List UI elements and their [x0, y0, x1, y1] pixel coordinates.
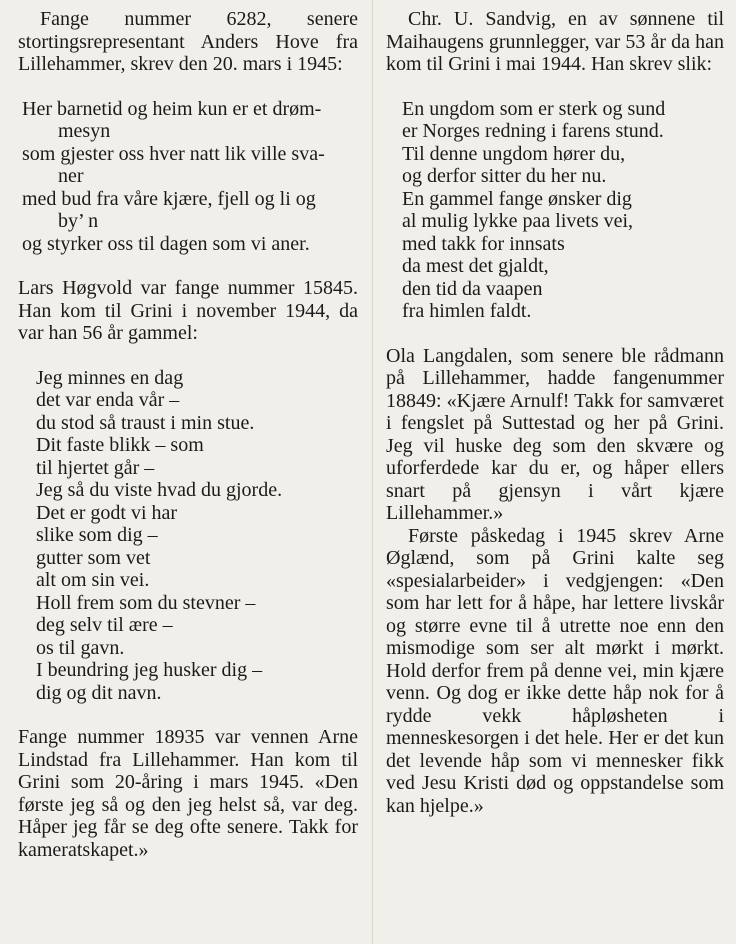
- poem-line: os til gavn.: [36, 636, 125, 659]
- column-divider: [372, 0, 373, 944]
- poem-hove: [22, 98, 358, 256]
- poem-line: alt om sin vei.: [36, 569, 150, 591]
- poem-line: og derfor sitter du her nu.: [402, 165, 607, 187]
- paragraph-oglaend: Første påskedag i 1945 skrev Arne Øglænd, som på Grini kalte seg «spesialarbeider» i vedgjengen: «Den som har lett for å håpe, har lettere livskår og større evne til å utrette noe enn den mismodige som ser alt mørkt i mørkt. Hold derfor frem på denne vei, min kjære venn. Og dog er ikke dette håp nok for å rydde vekk håpløsheten i menneskesorgen i det hele. Her er det kun det levende håp som vi mennesker fikk ved Jesu Kristi død og oppstandelse som kan hjelpe.»: [386, 524, 724, 817]
- poem-line: Jeg minnes en dag: [36, 366, 184, 389]
- poem-line: ner: [58, 165, 84, 187]
- poem-line: og styrker oss til dagen som vi aner.: [22, 232, 310, 255]
- poem-line: Her barnetid og heim kun er et drøm-: [22, 97, 322, 120]
- poem-line: I beundring jeg husker dig –: [36, 659, 263, 681]
- left-column: [18, 8, 358, 861]
- poem-line: dig og dit navn.: [36, 681, 162, 704]
- paragraph-langdalen: Ola Langdalen, som senere ble rådmann på Lillehammer, hadde fangenummer 18849: «Kjære Arnulf! Takk for samværet i fengslet på Suttestad og her på Grini. Jeg vil huske deg som den skvære og uforferdede kar du er, og håper ellers snart på gjensyn i vårt kjære Lillehammer.»: [386, 344, 724, 524]
- poem-line: En ungdom som er sterk og sund: [402, 97, 666, 120]
- poem-line: Det er godt vi har: [36, 501, 178, 524]
- poem-line: gutter som vet: [36, 546, 151, 569]
- poem-line: du stod så traust i min stue.: [36, 411, 255, 434]
- poem-line: al mulig lykke paa livets vei,: [402, 210, 634, 232]
- poem-line: det var enda vår –: [36, 389, 180, 411]
- poem-line: mesyn: [58, 120, 111, 142]
- paragraph-lindstad: Fange nummer 18935 var vennen Arne Lindstad fra Lillehammer. Han kom til Grini som 20-åring i mars 1945. «Den første jeg så og den jeg helst så, var deg. Håper jeg får se deg ofte senere. Takk for kameratskapet.»: [18, 726, 358, 861]
- poem-line: En gammel fange ønsker dig: [402, 187, 632, 210]
- poem-line: Holl frem som du stevner –: [36, 591, 256, 614]
- paragraph-sandvig: Chr. U. Sandvig, en av sønnene til Maihaugens grunnlegger, var 53 år da han kom til Grini i mai 1944. Han skrev slik:: [386, 8, 724, 75]
- poem-line: by’ n: [58, 210, 99, 232]
- poem-line: Dit faste blikk – som: [36, 434, 204, 456]
- poem-line: da mest det gjaldt,: [402, 255, 549, 277]
- poem-line: fra himlen faldt.: [402, 300, 532, 322]
- poem-line: den tid da vaapen: [402, 277, 543, 300]
- poem-line: er Norges redning i farens stund.: [402, 120, 664, 142]
- poem-line: slike som dig –: [36, 524, 158, 546]
- poem-line: med bud fra våre kjære, fjell og li og: [22, 187, 316, 210]
- poem-line: deg selv til ære –: [36, 614, 173, 636]
- poem-line: til hjertet går –: [36, 456, 155, 479]
- right-column: [386, 8, 724, 817]
- poem-line: med takk for innsats: [402, 232, 565, 255]
- poem-line: Til denne ungdom hører du,: [402, 142, 626, 165]
- poem-sandvig: [402, 98, 724, 323]
- poem-line: som gjester oss hver natt lik ville sva-: [22, 142, 325, 165]
- paragraph-hogvold: Lars Høgvold var fange nummer 15845. Han kom til Grini i november 1944, da var han 56 år gammel:: [18, 277, 358, 344]
- poem-line: Jeg så du viste hvad du gjorde.: [36, 479, 283, 501]
- poem-hogvold: [36, 367, 358, 705]
- paragraph-hove: Fange nummer 6282, senere stortingsrepresentant Anders Hove fra Lillehammer, skrev den 20. mars i 1945:: [18, 8, 358, 75]
